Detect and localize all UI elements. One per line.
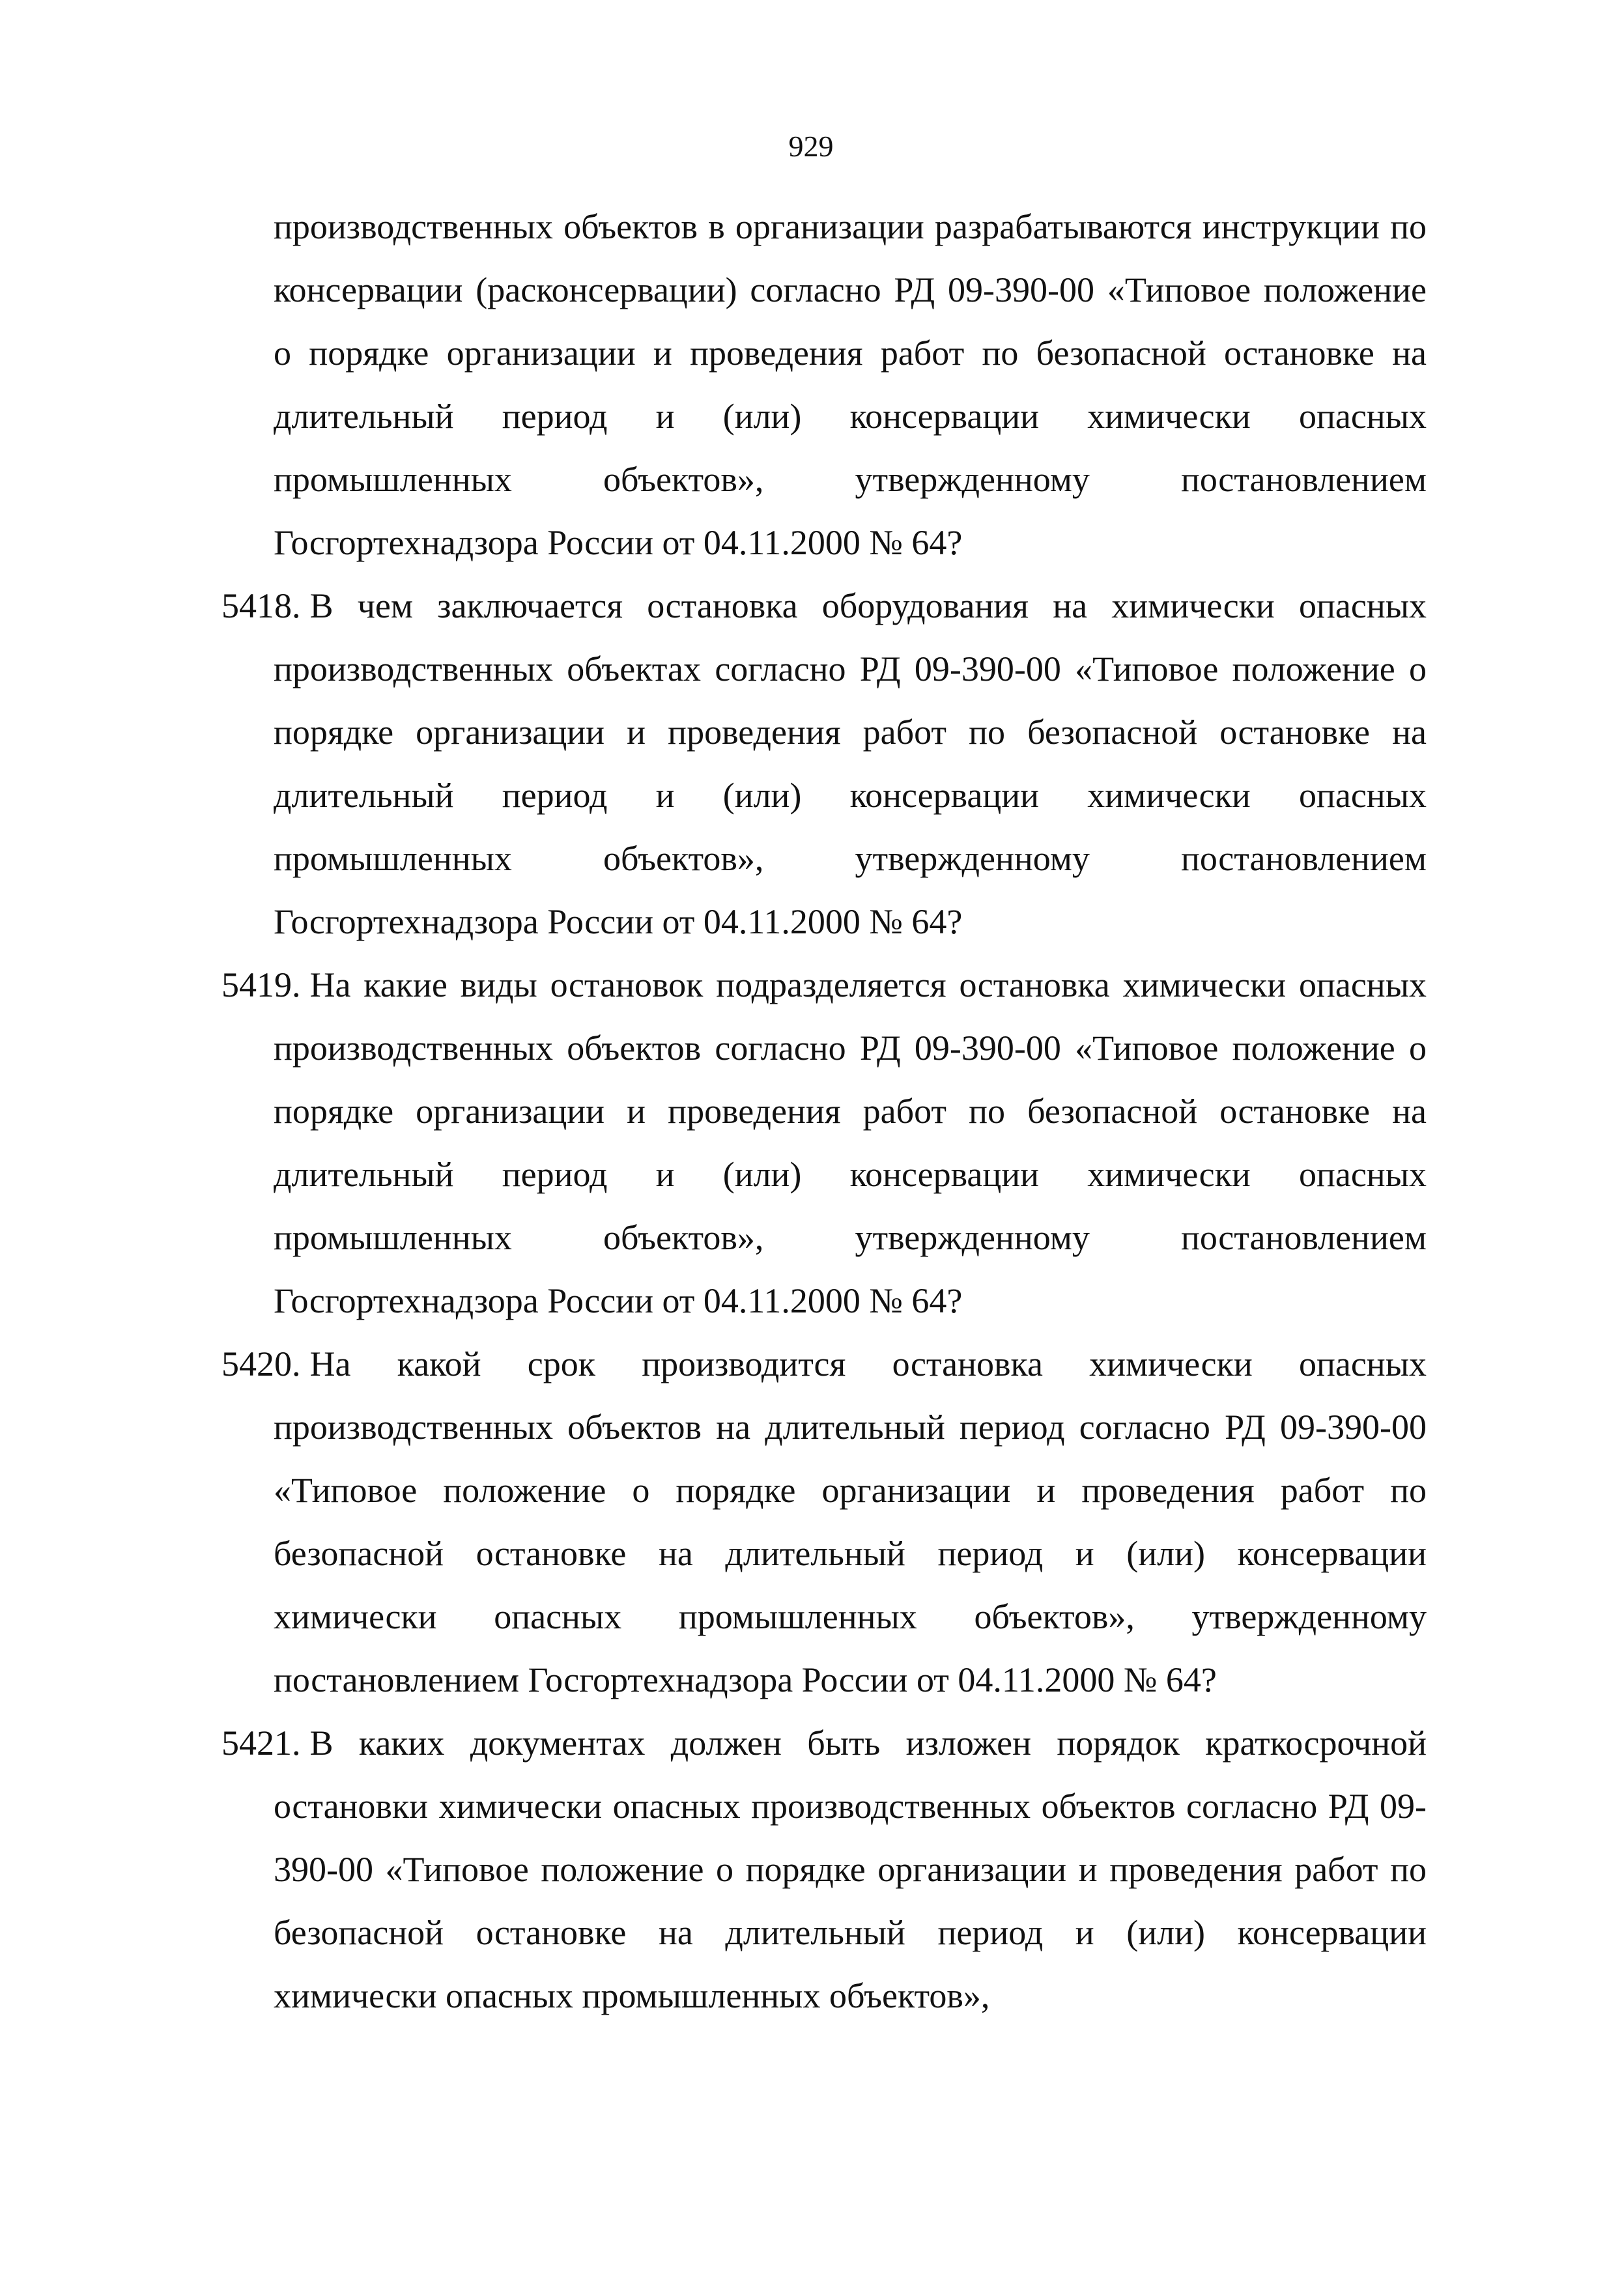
document-body [221, 195, 1427, 2028]
question-text: В каких документах должен быть изложен порядок краткосрочной остановки химически опасных производственных объектов согласно РД 09-390-00 «Типовое положение о порядке организации и проведения работ по безопасной остановке на длительный период и (или) консервации химически опасных промышленных объектов», [274, 1723, 1427, 2015]
question-number: 5419. [221, 965, 301, 1004]
continuation-paragraph: производственных объектов в организации разрабатываются инструкции по консервации (расконсервации) согласно РД 09-390-00 «Типовое положение о порядке организации и проведения работ по безопасной остановке на длительный период и (или) консервации химически опасных промышленных объектов», утвержденному постановлением Госгортехнадзора России от 04.11.2000 № 64? [274, 207, 1427, 562]
question-item-5420 [221, 1333, 1427, 1712]
question-text: На какой срок производится остановка химически опасных производственных объектов на длительный период согласно РД 09-390-00 «Типовое положение о порядке организации и проведения работ по безопасной остановке на длительный период и (или) консервации химически опасных промышленных объектов», утвержденному постановлением Госгортехнадзора России от 04.11.2000 № 64? [274, 1344, 1427, 1699]
question-text: На какие виды остановок подразделяется остановка химически опасных производственных объектов согласно РД 09-390-00 «Типовое положение о порядке организации и проведения работ по безопасной остановке на длительный период и (или) консервации химически опасных промышленных объектов», утвержденному постановлением Госгортехнадзора России от 04.11.2000 № 64? [274, 965, 1427, 1320]
question-number: 5420. [221, 1344, 301, 1383]
question-number: 5418. [221, 586, 301, 625]
question-text: В чем заключается остановка оборудования на химически опасных производственных объектах согласно РД 09-390-00 «Типовое положение о порядке организации и проведения работ по безопасной остановке на длительный период и (или) консервации химически опасных промышленных объектов», утвержденному постановлением Госгортехнадзора России от 04.11.2000 № 64? [274, 586, 1427, 941]
question-item-5419 [221, 954, 1427, 1333]
question-item-5421 [221, 1712, 1427, 2028]
question-number: 5421. [221, 1723, 301, 1763]
page-number: 929 [788, 130, 834, 163]
question-item-5418 [221, 574, 1427, 954]
